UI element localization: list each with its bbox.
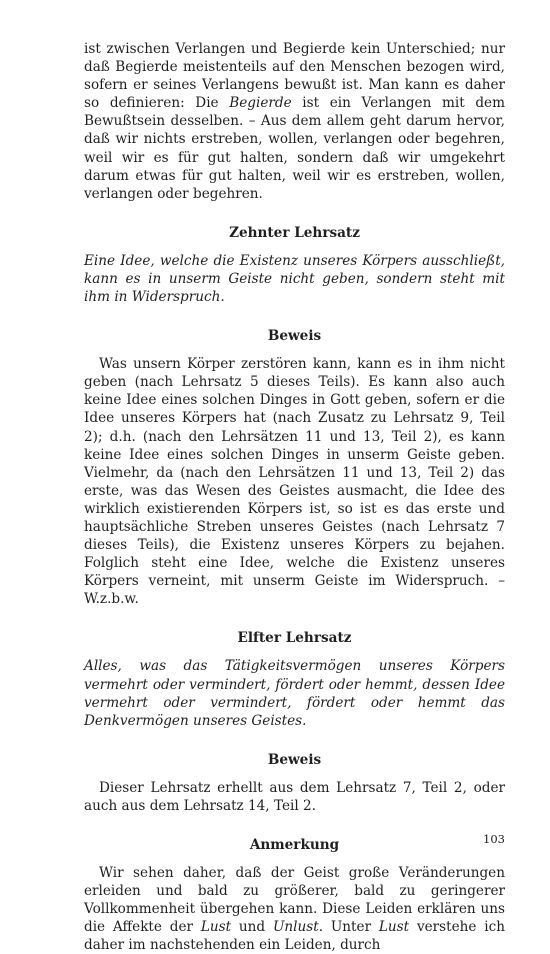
section-heading: Beweis	[267, 328, 322, 345]
section-heading: Anmerkung	[249, 837, 340, 853]
text-run: und	[231, 919, 273, 936]
text-run: verstehe ich daher im nachstehenden ein Leiden, durch	[84, 919, 505, 954]
emphasized-term: Begierde	[229, 95, 292, 112]
emphasized-term: Lust	[378, 919, 410, 936]
heading-spacer	[84, 769, 505, 779]
text-run: ist zwischen Verlangen und Begierde kein Unterschied; nur daß Begierde meistenteils auf den Menschen bezogen wird, sofern er seines Verlangens bewußt ist. Man kann es daher so definieren: Die	[84, 41, 505, 112]
proposition-text	[84, 252, 505, 306]
section-spacer	[84, 815, 505, 836]
paragraph	[84, 355, 505, 608]
text-run: Dieser Lehrsatz erhellt aus dem Lehrsatz 7, Teil 2, oder auch aus dem Lehrsatz 14, Teil 2.	[84, 779, 505, 814]
heading-spacer	[84, 647, 505, 657]
section-spacer	[84, 306, 505, 327]
text-run: Eine Idee, welche die Existenz unseres Körpers ausschließt, kann es in unserm Geiste nicht geben, sondern steht mit ihm in Widerspruch.	[84, 252, 505, 306]
heading-spacer	[84, 854, 505, 864]
proposition-text	[84, 657, 505, 729]
section-heading: Elfter Lehrsatz	[237, 630, 352, 647]
text-run: Was unsern Körper zerstören kann, kann es in ihm nicht geben (nach Lehrsatz 5 dieses Teils). Es kann also auch keine Idee eines solchen Dinges in Gott geben, sofern er die Idee unseres Körpers hat (nach Zusatz zu Lehrsatz 9, Teil 2); d.h. (nach den Lehrsätzen 11 und 13, Teil 2), es kann keine Idee eines solchen Dinges in unserm Geiste geben. Vielmehr, da (nach den Lehrsätzen 11 und 13, Teil 2) das erste, was das Wesen des Geistes ausmacht, die Idee des wirklich existierenden Körpers ist, so ist es das erste und hauptsächliche Streben unseres Geistes (nach Lehrsatz 7 dieses Teils), die Existenz unseres Körpers zu bejahen. Folglich steht eine Idee, welche die Existenz unseres Körpers verneint, mit unserm Geiste im Widerspruch. – W.z.b.w.	[84, 356, 505, 608]
emphasized-term: Lust	[200, 919, 232, 936]
paragraph	[84, 40, 505, 203]
text-run: ist ein Verlangen mit dem Bewußtsein desselben. – Aus dem allem geht darum hervor, daß wir nichts erstreben, wollen, verlangen oder begehren, weil wir es für gut halten, sondern daß wir umgekehrt darum etwas für gut halten, weil wir es erstreben, wollen, verlangen oder begehren.	[84, 95, 505, 202]
text-run: Alles, was das Tätigkeitsvermögen unseres Körpers vermehrt oder vermindert, fördert oder hemmt, dessen Idee vermehrt oder vermindert, fördert oder hemmt das Denkvermögen unseres Geistes.	[84, 658, 505, 729]
page-body	[84, 40, 505, 954]
section-heading: Zehnter Lehrsatz	[229, 224, 360, 241]
emphasized-term: Unlust	[272, 919, 319, 936]
section-spacer	[84, 730, 505, 751]
text-run: . Unter	[318, 919, 379, 936]
section-spacer	[84, 608, 505, 629]
paragraph	[84, 779, 505, 815]
section-heading: Beweis	[267, 751, 322, 768]
paragraph	[84, 864, 505, 954]
section-spacer	[84, 203, 505, 224]
heading-spacer	[84, 345, 505, 355]
text-run: Wir sehen daher, daß der Geist große Veränderungen erleiden und bald zu größerer, bald zu geringerer Vollkommenheit übergehen kann. Diese Leiden erklären uns die Affekte der	[84, 865, 505, 936]
page-number: 103	[483, 832, 505, 846]
heading-spacer	[84, 242, 505, 252]
